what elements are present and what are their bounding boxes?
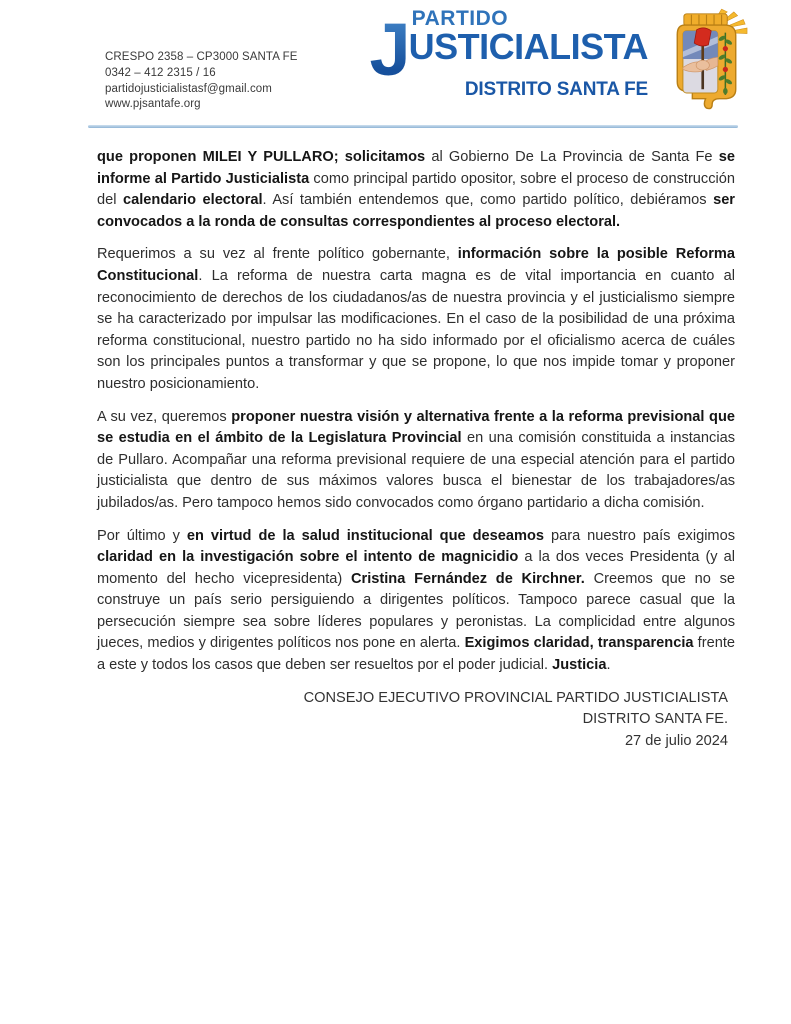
text-run: Por último y: [97, 527, 187, 544]
signature-block: [97, 688, 728, 752]
contact-address: CRESPO 2358 – CP3000 SANTA FE: [105, 51, 298, 63]
logo-word-usticialista: USTICIALISTA: [408, 26, 648, 67]
logo-subtitle-distrito: DISTRITO SANTA FE: [464, 79, 648, 100]
pj-crest-icon: [665, 8, 748, 112]
bold-text-run: información sobre la posible Reforma Constitucional: [97, 246, 735, 284]
paragraph: [97, 244, 735, 395]
contact-website: www.pjsantafe.org: [105, 98, 201, 111]
paragraph: [97, 147, 735, 233]
contact-email: partidojusticialistasf@gmail.com: [105, 82, 272, 95]
bold-text-run: calendario electoral: [123, 192, 263, 209]
contact-phone: 0342 – 412 2315 / 16: [105, 66, 216, 79]
bold-text-run: Justicia: [552, 657, 607, 674]
text-run: en una comisión constituida a instancias de Pullaro. Acompañar una reforma previsional requiere de una especial atención para el partido justicialista que dentro de sus máximos valores busca el bienestar de los trabajadores/as jubilados/as. Pero tampoco hemos sido convocados como órgano partidario a dicha comisión.: [97, 430, 735, 511]
bold-text-run: en virtud de la salud institucional que deseamos: [186, 527, 551, 544]
bold-text-run: ser convocados a la ronda de consultas correspondientes al proceso electoral.: [97, 192, 735, 230]
text-run: al Gobierno De La Provincia de Santa Fe: [431, 149, 719, 165]
signature-date: 27 de julio 2024: [624, 732, 728, 749]
letter-body: [97, 147, 735, 688]
paragraph: [97, 526, 735, 677]
paragraph: [97, 407, 735, 515]
letterhead: [0, 0, 791, 128]
text-run: frente a este y todos los casos que deben ser resueltos por el poder judicial.: [97, 635, 735, 674]
text-run: Requerimos a su vez al frente político gobernante,: [97, 246, 458, 263]
signature-org: CONSEJO EJECUTIVO PROVINCIAL PARTIDO JUSTICIALISTA: [303, 690, 728, 706]
bold-text-run: se informe al Partido Justicialista: [97, 149, 735, 187]
text-run: . La reforma de nuestra carta magna es de vital importancia en cuanto al reconocimiento de derechos de los ciudadanos/as de nuestra provincia y el justicialismo siempre se ha caracterizado por impulsar las modificaciones. En el caso de la posibilidad de una próxima reforma constitucional, nuestro partido no ha sido informado por el oficialismo acerca de cuáles son los principales puntos a transformar y que se propone, lo que nos impide tomar y proponer nuestro posicionamiento.: [97, 267, 735, 392]
pj-logo: [370, 8, 748, 112]
text-run: para nuestro país exigimos: [550, 527, 736, 544]
text-run: como principal partido opositor, sobre el proceso de construcción del: [97, 170, 735, 209]
text-run: .: [606, 657, 611, 674]
text-run: . Así también entendemos que, como partido político, debiéramos: [262, 192, 714, 209]
contact-block: [105, 50, 298, 113]
bold-text-run: claridad en la investigación sobre el intento de magnicidio: [97, 549, 525, 566]
pj-wordmark: [370, 8, 648, 100]
header-divider: [88, 125, 738, 128]
text-run: Creemos que no se construye un país serio persiguiendo a dirigentes políticos. Tampoco parece casual que la persecución siempre sea sobre líderes populares y peronistas. La complicidad entre algunos jueces, medios y dirigentes políticos nos pone en alerta.: [97, 570, 735, 652]
bold-text-run: Cristina Fernández de Kirchner.: [351, 570, 594, 587]
bold-text-run: Exigimos claridad, transparencia: [464, 635, 698, 652]
bold-text-run: proponer nuestra visión y alternativa frente a la reforma previsional que se estudia en el ámbito de la Legislatura Provincial: [97, 408, 735, 447]
logo-word-partido: PARTIDO: [411, 7, 509, 30]
text-run: A su vez, queremos: [97, 408, 232, 425]
logo-initial-j: J: [369, 8, 409, 91]
signature-district: DISTRITO SANTA FE.: [582, 711, 728, 728]
bold-text-run: que proponen MILEI Y PULLARO; solicitamos: [97, 149, 432, 165]
text-run: a la dos veces Presidenta (y al momento del hecho vicepresidenta): [97, 549, 736, 587]
